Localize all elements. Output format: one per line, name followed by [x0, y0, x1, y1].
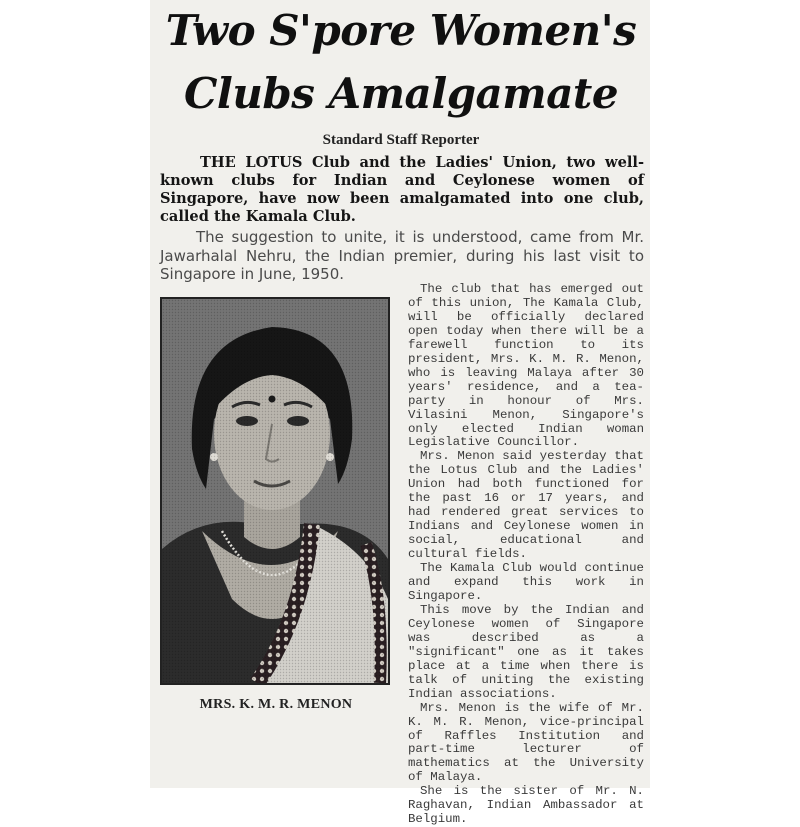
portrait-photo [160, 297, 390, 685]
photo-caption: MRS. K. M. R. MENON [199, 697, 353, 712]
body-paragraph: The club that has emerged out of this union, The Kamala Club, will be officially declared open today when there will be a farewell function to its president, Mrs. K. M. R. Menon, who is leaving Malaya after 30 years' residence, and a tea-party in honour of Mrs. Vilasini Menon, Singapore's only elected Indian woman Legislative Councillor. [408, 282, 644, 450]
headline-line-1: Two S'pore Women's [165, 6, 637, 55]
body-paragraph: The Kamala Club would continue and expand this work in Singapore. [408, 561, 644, 603]
byline: Standard Staff Reporter [322, 132, 480, 148]
lede-paragraph: THE LOTUS Club and the Ladies' Union, two well-known clubs for Indian and Ceylonese women of Singapore, have now been amalgamated into one club, called the Kamala Club. [160, 154, 644, 225]
portrait-image [162, 299, 388, 683]
body-paragraph: Mrs. Menon is the wife of Mr. K. M. R. Menon, vice-principal of Raffles Institution and part-time lecturer of mathematics at the University of Malaya. [408, 700, 644, 785]
body-paragraph: Mrs. Menon said yesterday that the Lotus Club and the Ladies' Union had both functioned for the past 16 or 17 years, and had rendered great services to Indians and Ceylonese women in social, educational and cultural fields. [408, 449, 644, 562]
body-paragraph: She is the sister of Mr. N. Raghavan, Indian Ambassador at Belgium. [408, 784, 644, 827]
intro-paragraph: The suggestion to unite, it is understood, came from Mr. Jawarhalal Nehru, the Indian premier, during his last visit to Singapore in June, 1950. [160, 228, 644, 283]
body-paragraph: This move by the Indian and Ceylonese women of Singapore was described as a "significant" one as it takes place at a time when there is talk of uniting the existing Indian associations. [408, 602, 644, 701]
article-body-column [408, 283, 644, 827]
headline-line-2: Clubs Amalgamate [183, 69, 619, 118]
